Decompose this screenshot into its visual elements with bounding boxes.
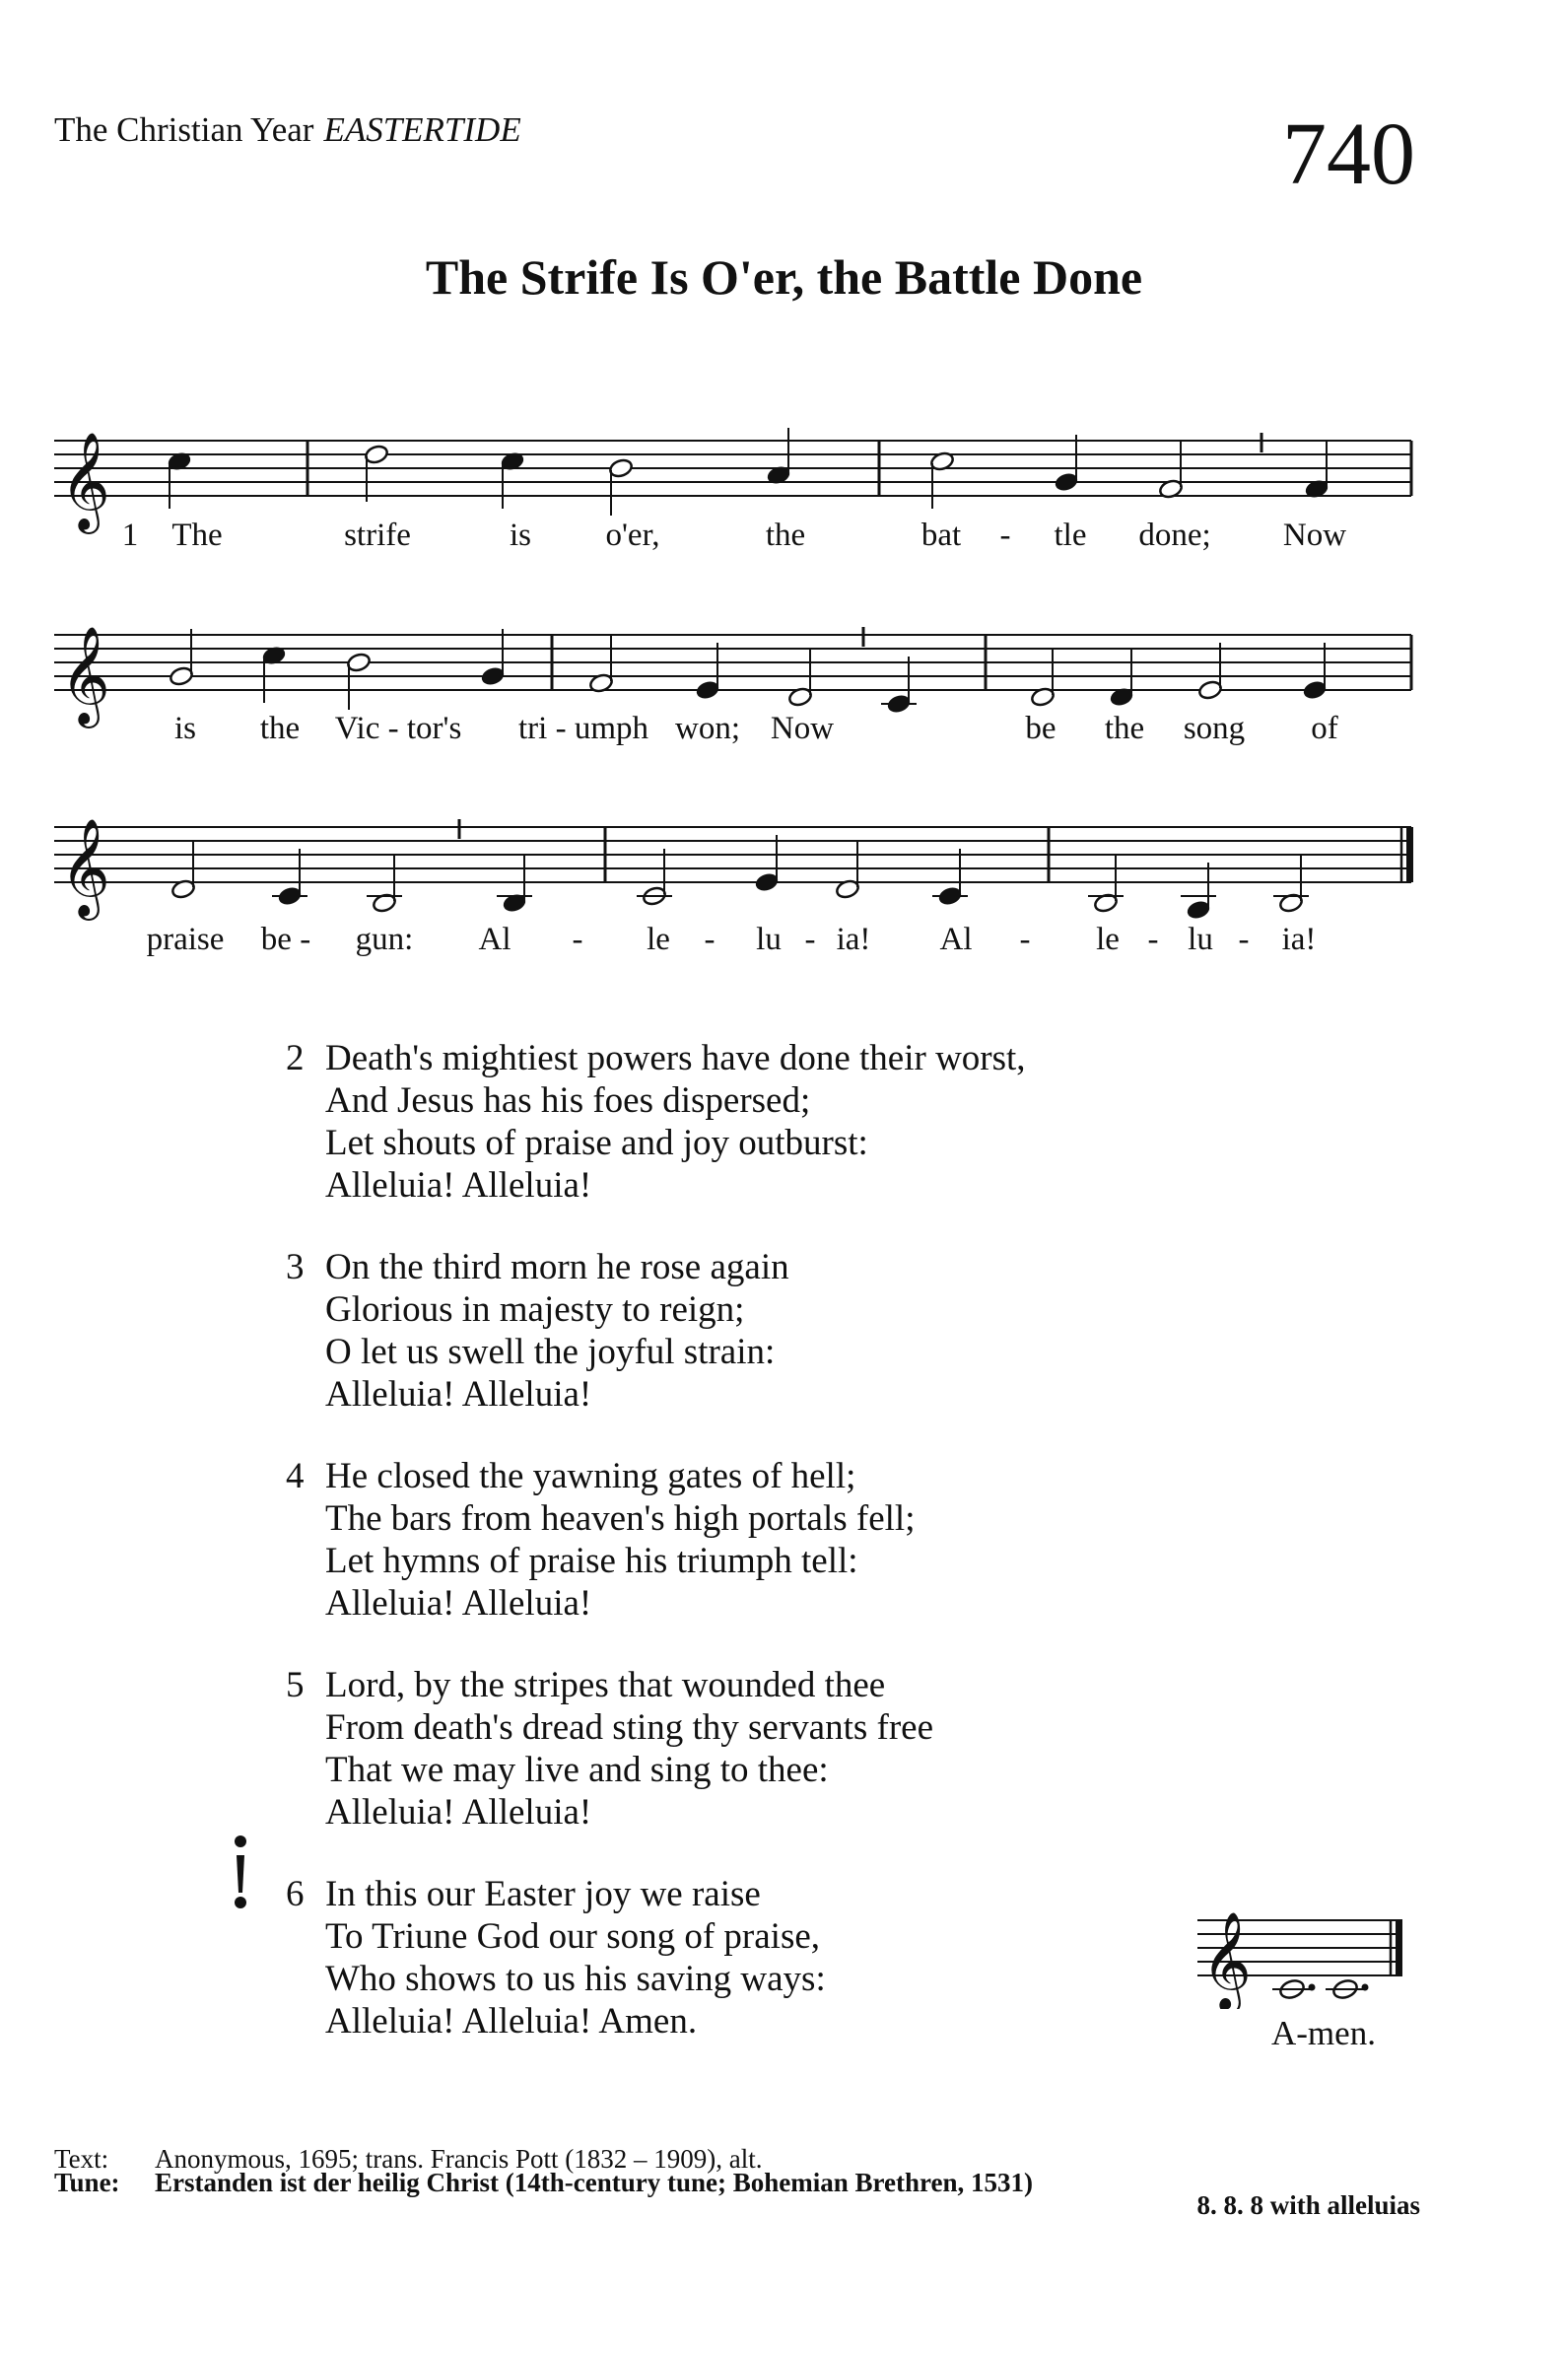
lyric-syllable: The xyxy=(171,518,223,553)
lyric-syllable: is xyxy=(173,711,197,746)
verse-2 xyxy=(286,1037,1026,1207)
lyric-syllable: Al xyxy=(939,922,973,957)
treble-clef-icon: 𝄞 xyxy=(60,818,110,917)
lyric-syllable: the xyxy=(259,711,301,746)
amen-staff xyxy=(1197,1891,1414,2009)
verse-line: Alleluia! Alleluia! xyxy=(325,1792,592,1833)
stanza-1-lyrics xyxy=(122,518,1346,957)
verse-line: Who shows to us his saving ways: xyxy=(325,1959,826,1999)
lyric-syllable: ia! xyxy=(836,922,871,957)
treble-clef-icon: 𝄞 xyxy=(60,432,110,530)
lyric-syllable: strife xyxy=(344,518,411,553)
verse-line: Alleluia! Alleluia! Amen. xyxy=(325,2001,698,2042)
final-barline-thick xyxy=(1396,1920,1402,1975)
verse-line: In this our Easter joy we raise xyxy=(325,1874,761,1914)
final-barline-thick xyxy=(1406,827,1413,882)
verse-number: 3 xyxy=(286,1247,305,1287)
verse-4 xyxy=(286,1455,1026,1625)
verse-line: To Triune God our song of praise, xyxy=(325,1916,821,1957)
verse-line: Alleluia! Alleluia! xyxy=(325,1583,592,1624)
lyric-syllable: tle xyxy=(1054,518,1087,553)
book-section: The Christian Year xyxy=(54,110,314,149)
verse-number: 2 xyxy=(286,1038,305,1078)
lyric-syllable: lu xyxy=(1188,922,1213,957)
lyric-syllable: o'er, xyxy=(605,518,660,553)
verse-line: From death's dread sting thy servants free xyxy=(325,1707,934,1748)
lyric-syllable: le xyxy=(1096,922,1120,957)
tune-label: Tune: xyxy=(54,2168,120,2197)
verse-line: And Jesus has his foes dispersed; xyxy=(325,1080,811,1121)
lyric-syllable: lu xyxy=(756,922,782,957)
verses xyxy=(286,1037,1026,2082)
hymn-number: 740 xyxy=(1282,105,1415,203)
credits xyxy=(54,2144,1033,2197)
amen-label: A-men. xyxy=(1271,2014,1376,2052)
verse-line: On the third morn he rose again xyxy=(325,1247,789,1287)
season-label: EASTERTIDE xyxy=(323,110,521,149)
verse-number: 5 xyxy=(286,1665,305,1705)
lyric-syllable: bat xyxy=(920,518,962,553)
verse-line: That we may live and sing to thee: xyxy=(325,1750,829,1790)
text-credit: Anonymous, 1695; trans. Francis Pott (1832 – 1909), alt. xyxy=(155,2144,763,2174)
verse-line: Death's mightiest powers have done their worst, xyxy=(325,1038,1026,1078)
stanza-number: 1 xyxy=(121,518,139,553)
lyric-syllable: Al xyxy=(478,922,511,957)
verse-line: Alleluia! Alleluia! xyxy=(325,1165,592,1206)
lyric-syllable: - xyxy=(1147,922,1159,957)
tune-credit: Erstanden ist der heilig Christ (14th-century tune; Bohemian Brethren, 1531) xyxy=(155,2168,1033,2197)
lyric-syllable: - xyxy=(572,922,583,957)
lyric-syllable: - xyxy=(804,922,816,957)
lyric-syllable: be xyxy=(1025,711,1057,746)
treble-clef-icon: 𝄞 xyxy=(1201,1911,1252,2009)
lyric-syllable: ia! xyxy=(1281,922,1317,957)
lyric-syllable: tri - umph xyxy=(518,711,648,746)
verse-line: The bars from heaven's high portals fell; xyxy=(325,1498,916,1539)
lyric-syllable: Vic - tor's xyxy=(334,711,462,746)
lyric-syllable: the xyxy=(1104,711,1145,746)
verse-line: O let us swell the joyful strain: xyxy=(325,1332,776,1372)
verse-3 xyxy=(286,1246,1026,1416)
lyric-syllable: praise xyxy=(146,922,225,957)
lyric-syllable: is xyxy=(509,518,532,553)
hymn-title: The Strife Is O'er, the Battle Done xyxy=(425,249,1143,305)
verse-line: Let hymns of praise his triumph tell: xyxy=(325,1541,858,1581)
meter: 8. 8. 8 with alleluias xyxy=(1196,2190,1420,2220)
verse-line: He closed the yawning gates of hell; xyxy=(325,1456,856,1496)
lyric-syllable: le xyxy=(647,922,670,957)
lyric-syllable: the xyxy=(765,518,806,553)
verse-line: Lord, by the stripes that wounded thee xyxy=(325,1665,886,1705)
lyric-syllable: - xyxy=(1238,922,1250,957)
treble-clef-icon: 𝄞 xyxy=(60,626,110,725)
lyric-syllable: - xyxy=(999,518,1011,553)
text-label: Text: xyxy=(54,2144,109,2174)
verse-line: Alleluia! Alleluia! xyxy=(325,1374,592,1415)
staff-system-3 xyxy=(54,818,1413,921)
lyric-syllable: - xyxy=(1019,922,1031,957)
lyric-syllable: of xyxy=(1311,711,1338,746)
verse-number: 4 xyxy=(286,1456,305,1496)
lyric-syllable: be - xyxy=(260,922,311,957)
lyric-syllable: Now xyxy=(770,711,835,746)
lyric-syllable: gun: xyxy=(355,922,414,957)
verse-line: Let shouts of praise and joy outburst: xyxy=(325,1123,868,1163)
lyric-syllable: won; xyxy=(675,711,740,746)
verse-5 xyxy=(286,1664,1026,1834)
verse-number: 6 xyxy=(286,1874,305,1914)
lyric-syllable: - xyxy=(704,922,716,957)
lyric-syllable: song xyxy=(1183,711,1246,746)
music-score xyxy=(0,0,1568,986)
lyric-syllable: done; xyxy=(1138,518,1211,553)
fermata-mark-icon xyxy=(229,1834,252,1912)
verse-6 xyxy=(286,1873,1026,2042)
verse-line: Glorious in majesty to reign; xyxy=(325,1289,745,1330)
lyric-syllable: Now xyxy=(1282,518,1347,553)
